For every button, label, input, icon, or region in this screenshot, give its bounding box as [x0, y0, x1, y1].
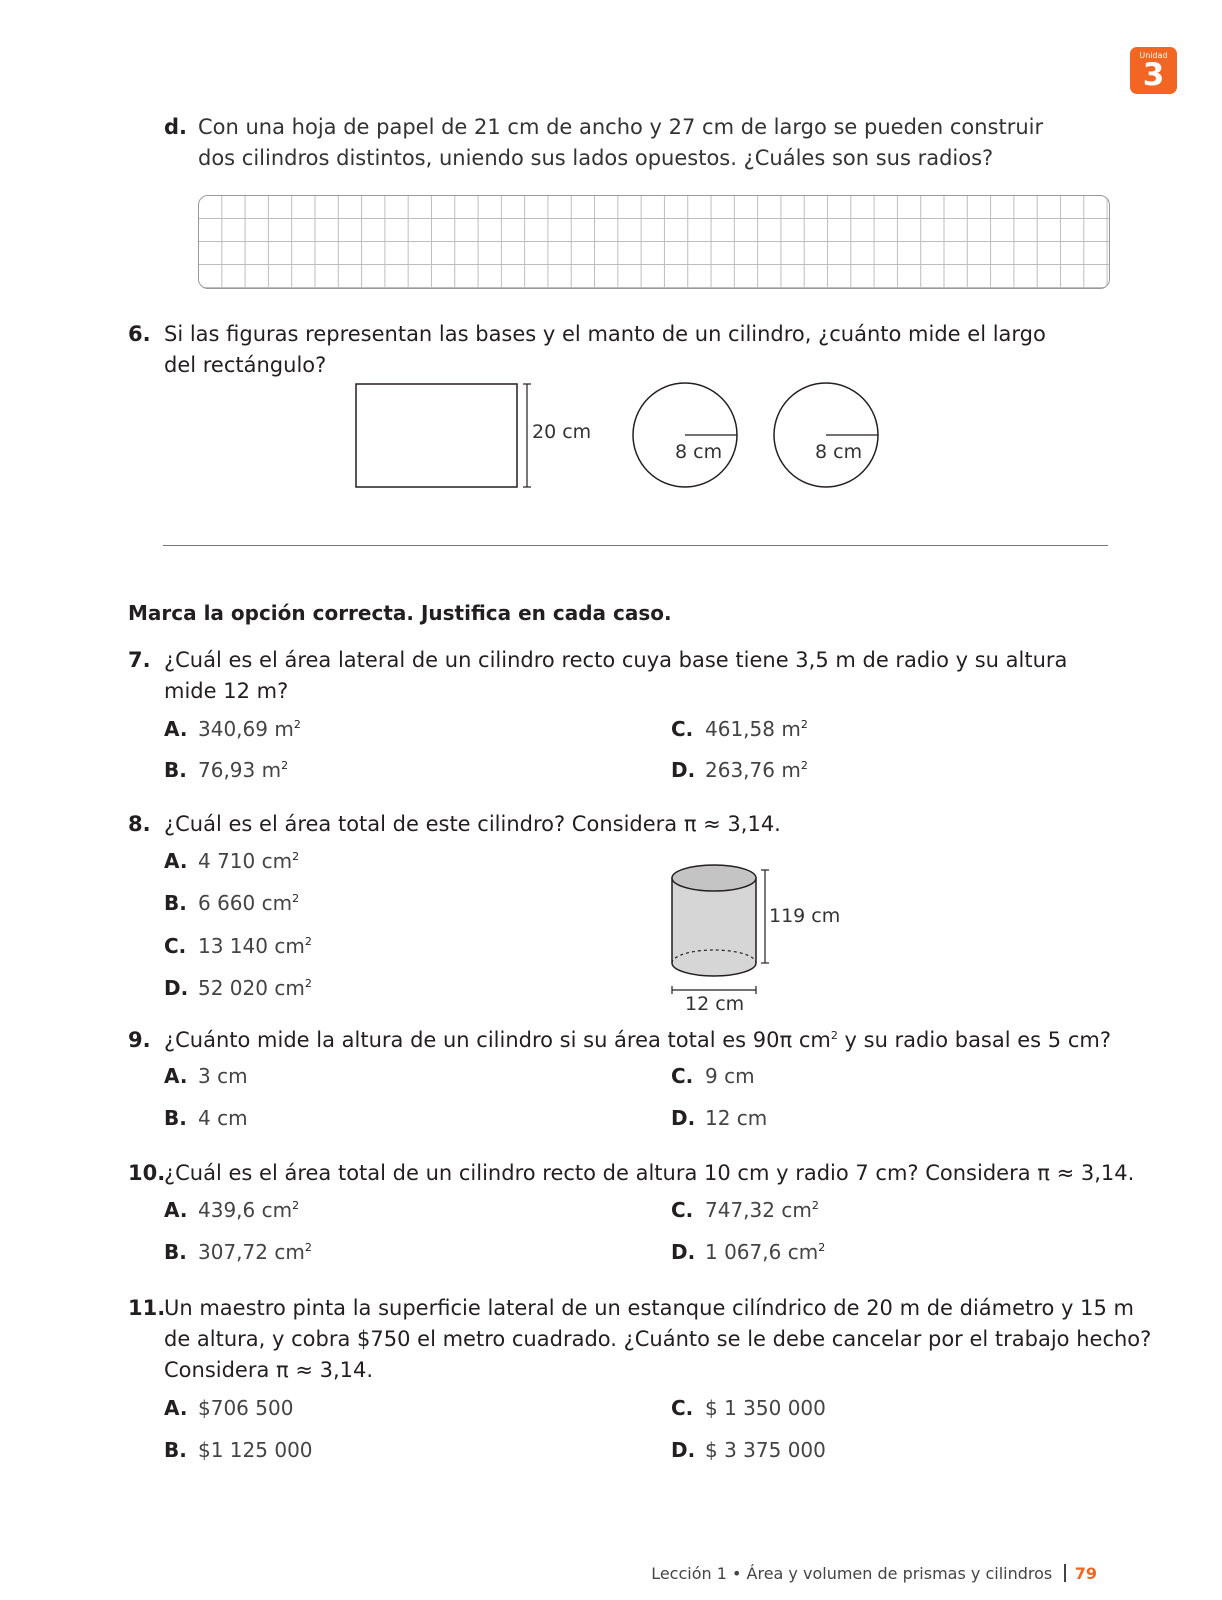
q7-line1: ¿Cuál es el área lateral de un cilindro recto cuya base tiene 3,5 m de radio y su altura — [164, 648, 1068, 672]
q8-option-a[interactable]: A. 4 710 $cm^2$ — [164, 849, 300, 873]
q8-number: 8. — [128, 812, 151, 836]
q10-number: 10. — [128, 1161, 166, 1185]
q8-option-c[interactable]: C. 13 140 $cm^2$ — [164, 934, 312, 958]
q6-radius-2-label: 8 cm — [815, 441, 863, 463]
q6-radius-1-label: 8 cm — [675, 441, 723, 463]
q6-text — [164, 319, 1046, 381]
q11-line2: de altura, y cobra $750 el metro cuadrado. ¿Cuánto se le debe cancelar por el trabajo hecho? — [164, 1327, 1152, 1351]
q7-option-d[interactable]: D. 263,76 $m^2$ — [671, 758, 808, 782]
q11-number: 11. — [128, 1296, 166, 1320]
q7-number: 7. — [128, 648, 151, 672]
page-number: 79 — [1074, 1564, 1097, 1583]
unit-badge — [1130, 47, 1177, 94]
q6-line1: Si las figuras representan las bases y el manto de un cilindro, ¿cuánto mide el largo — [164, 322, 1046, 346]
q7-line2: mide 12 m? — [164, 679, 289, 703]
q11-option-d[interactable]: D. $ 3 375 000 — [671, 1438, 826, 1462]
q10-option-a[interactable]: A. 439,6 $cm^2$ — [164, 1198, 300, 1222]
q6-rectangle — [356, 384, 517, 487]
q11-line1: Un maestro pinta la superficie lateral de un estanque cilíndrico de 20 m de diámetro y 15 m — [164, 1296, 1134, 1320]
q7-text — [164, 645, 1067, 707]
page-footer — [651, 1564, 1097, 1583]
q8-option-b[interactable]: B. 6 660 $cm^2$ — [164, 891, 300, 915]
q11-line3: Considera π ≈ 3,14. — [164, 1358, 374, 1382]
q6-number: 6. — [128, 322, 151, 346]
q8-cylinder-body — [672, 878, 756, 976]
q6-figures — [350, 378, 890, 493]
footer-lesson-title: Lección 1 • Área y volumen de prismas y cilindros — [651, 1564, 1053, 1583]
q7-option-b[interactable]: B. 76,93 $m^2$ — [164, 758, 289, 782]
q8-text: ¿Cuál es el área total de este cilindro? Considera π ≈ 3,14. — [164, 812, 781, 836]
item-5d-text — [198, 112, 1043, 174]
q7-option-a[interactable]: A. 340,69 $m^2$ — [164, 717, 301, 741]
item-5d-line1: Con una hoja de papel de 21 cm de ancho y 27 cm de largo se pueden construir — [198, 115, 1044, 139]
q8-cylinder-top — [672, 865, 756, 891]
q6-height-label: 20 cm — [532, 421, 592, 443]
q8-cylinder-figure — [665, 858, 865, 1018]
unit-badge-number: 3 — [1142, 57, 1165, 93]
q9-option-c[interactable]: C. 9 cm — [671, 1064, 755, 1088]
q9-option-d[interactable]: D. 12 cm — [671, 1106, 768, 1130]
unit-badge-label: Unidad — [1139, 51, 1168, 60]
q8-option-d[interactable]: D. 52 020 $cm^2$ — [164, 976, 312, 1000]
q9-text: ¿Cuánto mide la altura de un cilindro si su área total es 90π $cm^2$ y su radio basal es 5 cm? — [164, 1028, 1111, 1052]
item-5d-line2: dos cilindros distintos, uniendo sus lados opuestos. ¿Cuáles son sus radios? — [198, 146, 994, 170]
q10-option-d[interactable]: D. 1 067,6 $cm^2$ — [671, 1240, 826, 1264]
q11-option-c[interactable]: C. $ 1 350 000 — [671, 1396, 826, 1420]
answer-grid[interactable] — [198, 195, 1110, 289]
q10-option-b[interactable]: B. 307,72 $cm^2$ — [164, 1240, 312, 1264]
q7-option-c[interactable]: C. 461,58 $m^2$ — [671, 717, 808, 741]
instruction: Marca la opción correcta. Justifica en cada caso. — [128, 601, 672, 625]
q6-line2: del rectángulo? — [164, 353, 327, 377]
q11-text — [164, 1293, 1151, 1386]
q10-text: ¿Cuál es el área total de un cilindro recto de altura 10 cm y radio 7 cm? Considera π ≈ 3,14. — [164, 1161, 1135, 1185]
item-5d-letter: d. — [164, 115, 188, 139]
q9-number: 9. — [128, 1028, 151, 1052]
footer-separator — [1064, 1564, 1066, 1582]
q9-option-a[interactable]: A. 3 cm — [164, 1064, 248, 1088]
q8-height-label: 119 cm — [769, 905, 841, 927]
q8-diameter-label: 12 cm — [685, 993, 745, 1015]
q6-answer-line[interactable] — [163, 545, 1108, 546]
q9-option-b[interactable]: B. 4 cm — [164, 1106, 248, 1130]
q11-option-a[interactable]: A. $706 500 — [164, 1396, 294, 1420]
q11-option-b[interactable]: B. $1 125 000 — [164, 1438, 313, 1462]
q10-option-c[interactable]: C. 747,32 $cm^2$ — [671, 1198, 819, 1222]
